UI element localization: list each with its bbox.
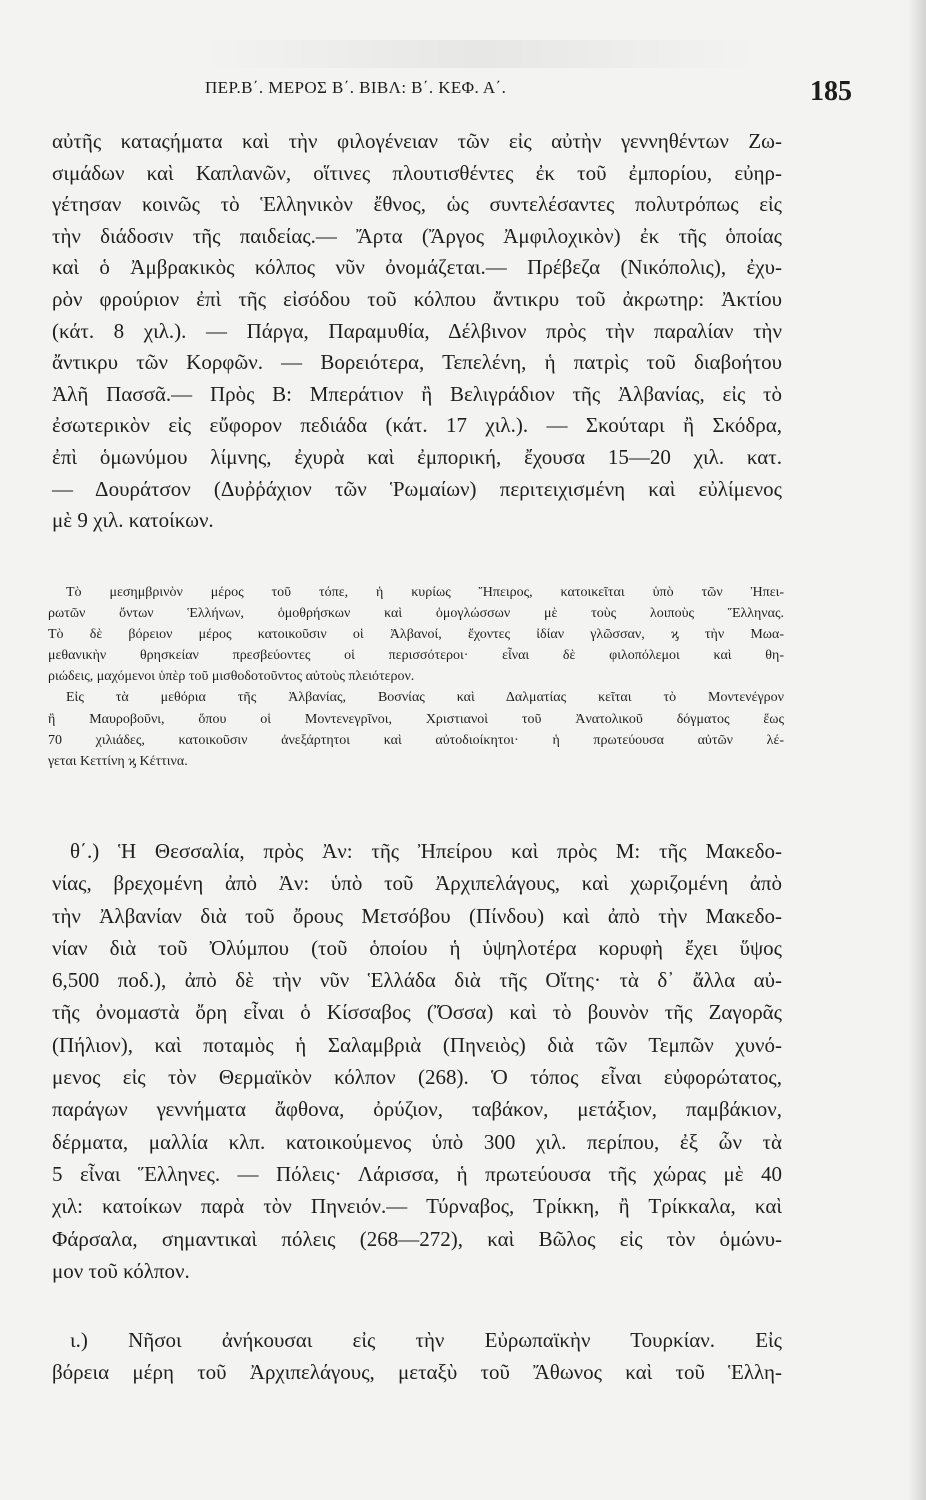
running-header: ΠΕΡ.Β΄. ΜΕΡΟΣ Β΄. ΒΙΒΛ: Β΄. ΚΕΦ. Α΄. <box>205 78 507 97</box>
bleed-through-shadow <box>200 40 760 68</box>
main-text-section-2 <box>52 835 782 1287</box>
footnote-line: Τὸ μεσημβρινὸν μέρος τοῦ τόπε, ἡ κυρίως Ἤπειρος, κατοικεῖται ὑπὸ τῶν Ἠπει- <box>66 585 784 600</box>
text-line: σιμάδων καὶ Καπλανῶν, οἵτινες πλουτισθέντες ἐκ τοῦ ἐμπορίου, εὐηρ- <box>52 160 782 185</box>
text-line: τὴν διάδοσιν τῆς παιδείας.— Ἄρτα (Ἄργος Ἀμφιλοχικὸν) ἐκ τῆς ὁποίας <box>52 223 782 248</box>
text-line: καὶ ὁ Ἀμβρακικὸς κόλπος νῦν ὀνομάζεται.— Πρέβεζα (Νικόπολις), ἐχυ- <box>52 255 782 280</box>
text-line: γέτησαν κοινῶς τὸ Ἑλληνικὸν ἔθνος, ὡς συντελέσαντες πολυτρόπως εἰς <box>52 192 782 217</box>
text-line: μενος εἰς τὸν Θερμαϊκὸν κόλπον (268). Ὁ τόπος εἶναι εὐφορώτατος, <box>52 1065 782 1090</box>
footnote-section <box>48 582 784 772</box>
text-line: θ΄.) Ἡ Θεσσαλία, πρὸς Ἀν: τῆς Ἠπείρου καὶ πρὸς Μ: τῆς Μακεδο- <box>70 839 782 863</box>
text-line: παράγων γεννήματα ἄφθονα, ὀρύζιον, ταβάκον, μετάξιον, παμβάκιον, <box>52 1097 782 1122</box>
text-line: Φάρσαλα, σημαντικαὶ πόλεις (268—272), καὶ Βῶλος εἰς τὸν ὁμώνυ- <box>52 1226 782 1251</box>
footnote-line: γεται Κεττίνη ϗ Κέττινα. <box>48 753 188 769</box>
text-line: βόρεια μέρη τοῦ Ἀρχιπελάγους, μεταξὺ τοῦ Ἄθωνος καὶ τοῦ Ἑλλη- <box>52 1359 782 1384</box>
footnote-line: ρωτῶν ὄντων Ἑλλήνων, ὁμοθρήσκων καὶ ὁμογλώσσων μὲ τοὺς λοιποὺς Ἕλληνας. <box>48 606 784 622</box>
text-line: (κάτ. 8 χιλ.). — Πάργα, Παραμυθία, Δέλβινον πρὸς τὴν παραλίαν τὴν <box>52 318 782 343</box>
text-line: 5 εἶναι Ἕλληνες. — Πόλεις· Λάρισσα, ἡ πρωτεύουσα τῆς χώρας μὲ 40 <box>52 1161 782 1186</box>
text-line: νίας, βρεχομένη ἀπὸ Ἀν: ὑπὸ τοῦ Ἀρχιπελάγους, καὶ χωριζομένη ἀπὸ <box>52 871 782 896</box>
text-line: τὴν Ἀλβανίαν διὰ τοῦ ὄρους Μετσόβου (Πίνδου) καὶ ἀπὸ τὴν Μακεδο- <box>52 903 782 928</box>
footnote-line: μεθανικὴν θρησκείαν πρεσβεύοντες οἱ περισσότεροι· εἶναι δὲ φιλοπόλεμοι καὶ θη- <box>48 648 784 664</box>
main-text-section-3 <box>52 1325 782 1388</box>
page-edge-shadow <box>908 0 926 1500</box>
text-line: — Δουράτσον (Δυῤῥάχιον τῶν Ῥωμαίων) περιτειχισμένη καὶ εὐλίμενος <box>52 476 782 501</box>
text-line: χιλ: κατοίκων παρὰ τὸν Πηνειόν.— Τύρναβος, Τρίκκη, ἢ Τρίκκαλα, καὶ <box>52 1194 782 1219</box>
footnote-line: 70 χιλιάδες, κατοικοῦσιν ἀνεξάρτητοι καὶ αὐτοδιοίκητοι· ἡ πρωτεύουσα αὐτῶν λέ- <box>48 732 784 748</box>
main-text-section-1 <box>52 126 782 537</box>
text-line: ρὸν φρούριον ἐπὶ τῆς εἰσόδου τοῦ κόλπου ἄντικρυ τοῦ ἀκρωτηρ: Ἀκτίου <box>52 286 782 311</box>
text-line: Ἀλῆ Πασσᾶ.— Πρὸς Β: Μπεράτιον ἢ Βελιγράδιον τῆς Ἀλβανίας, εἰς τὸ <box>52 381 782 406</box>
text-line: ἐσωτερικὸν εἰς εὔφορον πεδιάδα (κάτ. 17 χιλ.). — Σκούταρι ἢ Σκόδρα, <box>52 413 782 438</box>
text-line: νίαν διὰ τοῦ Ὀλύμπου (τοῦ ὁποίου ἡ ὑψηλοτέρα κορυφὴ ἔχει ὕψος <box>52 935 782 960</box>
text-line: δέρματα, μαλλία κλπ. κατοικούμενος ὑπὸ 300 χιλ. περίπου, ἐξ ὧν τὰ <box>52 1129 782 1154</box>
text-line: μὲ 9 χιλ. κατοίκων. <box>52 508 214 533</box>
footnote-line: ριώδεις, μαχόμενοι ὑπὲρ τοῦ μισθοδοτοῦντος αὐτοὺς πλειότερον. <box>48 669 415 685</box>
text-line: 6,500 ποδ.), ἀπὸ δὲ τὴν νῦν Ἑλλάδα διὰ τῆς Οἴτης· τὰ δ᾽ ἄλλα αὐ- <box>52 968 782 993</box>
footnote-line: Τὸ δὲ βόρειον μέρος κατοικοῦσιν οἱ Ἀλβανοί, ἔχοντες ἰδίαν γλῶσσαν, ϗ τὴν Μωα- <box>48 627 784 643</box>
text-line: μον τοῦ κόλπον. <box>52 1258 190 1283</box>
text-line: τῆς ὀνομαστὰ ὄρη εἶναι ὁ Κίσσαβος (Ὄσσα) καὶ τὸ βουνὸν τῆς Ζαγορᾶς <box>52 1000 782 1025</box>
text-line: αὐτῆς καταςήματα καὶ τὴν φιλογένειαν τῶν εἰς αὐτὴν γεννηθέντων Ζω- <box>52 129 782 153</box>
footnote-line: Εἰς τὰ μεθόρια τῆς Ἀλβανίας, Βοσνίας καὶ Δαλματίας κεῖται τὸ Μοντενέγρον <box>66 690 784 706</box>
text-line: ἐπὶ ὁμωνύμου λίμνης, ἐχυρὰ καὶ ἐμπορική, ἔχουσα 15—20 χιλ. κατ. <box>52 444 782 469</box>
footnote-line: ἢ Μαυροβοῦνι, ὅπου οἱ Μοντενεγρῖνοι, Χριστιανοὶ τοῦ Ἀνατολικοῦ δόγματος ἕως <box>48 711 784 727</box>
text-line: (Πήλιον), καὶ ποταμὸς ἡ Σαλαμβριὰ (Πηνειὸς) διὰ τῶν Τεμπῶν χυνό- <box>52 1032 782 1057</box>
text-line: ι.) Νῆσοι ἀνήκουσαι εἰς τὴν Εὐρωπαϊκὴν Τουρκίαν. Εἰς <box>70 1328 782 1352</box>
page-number: 185 <box>810 76 852 107</box>
text-line: ἄντικρυ τῶν Κορφῶν. — Βορειότερα, Τεπελένη, ἡ πατρὶς τοῦ διαβοήτου <box>52 350 782 375</box>
